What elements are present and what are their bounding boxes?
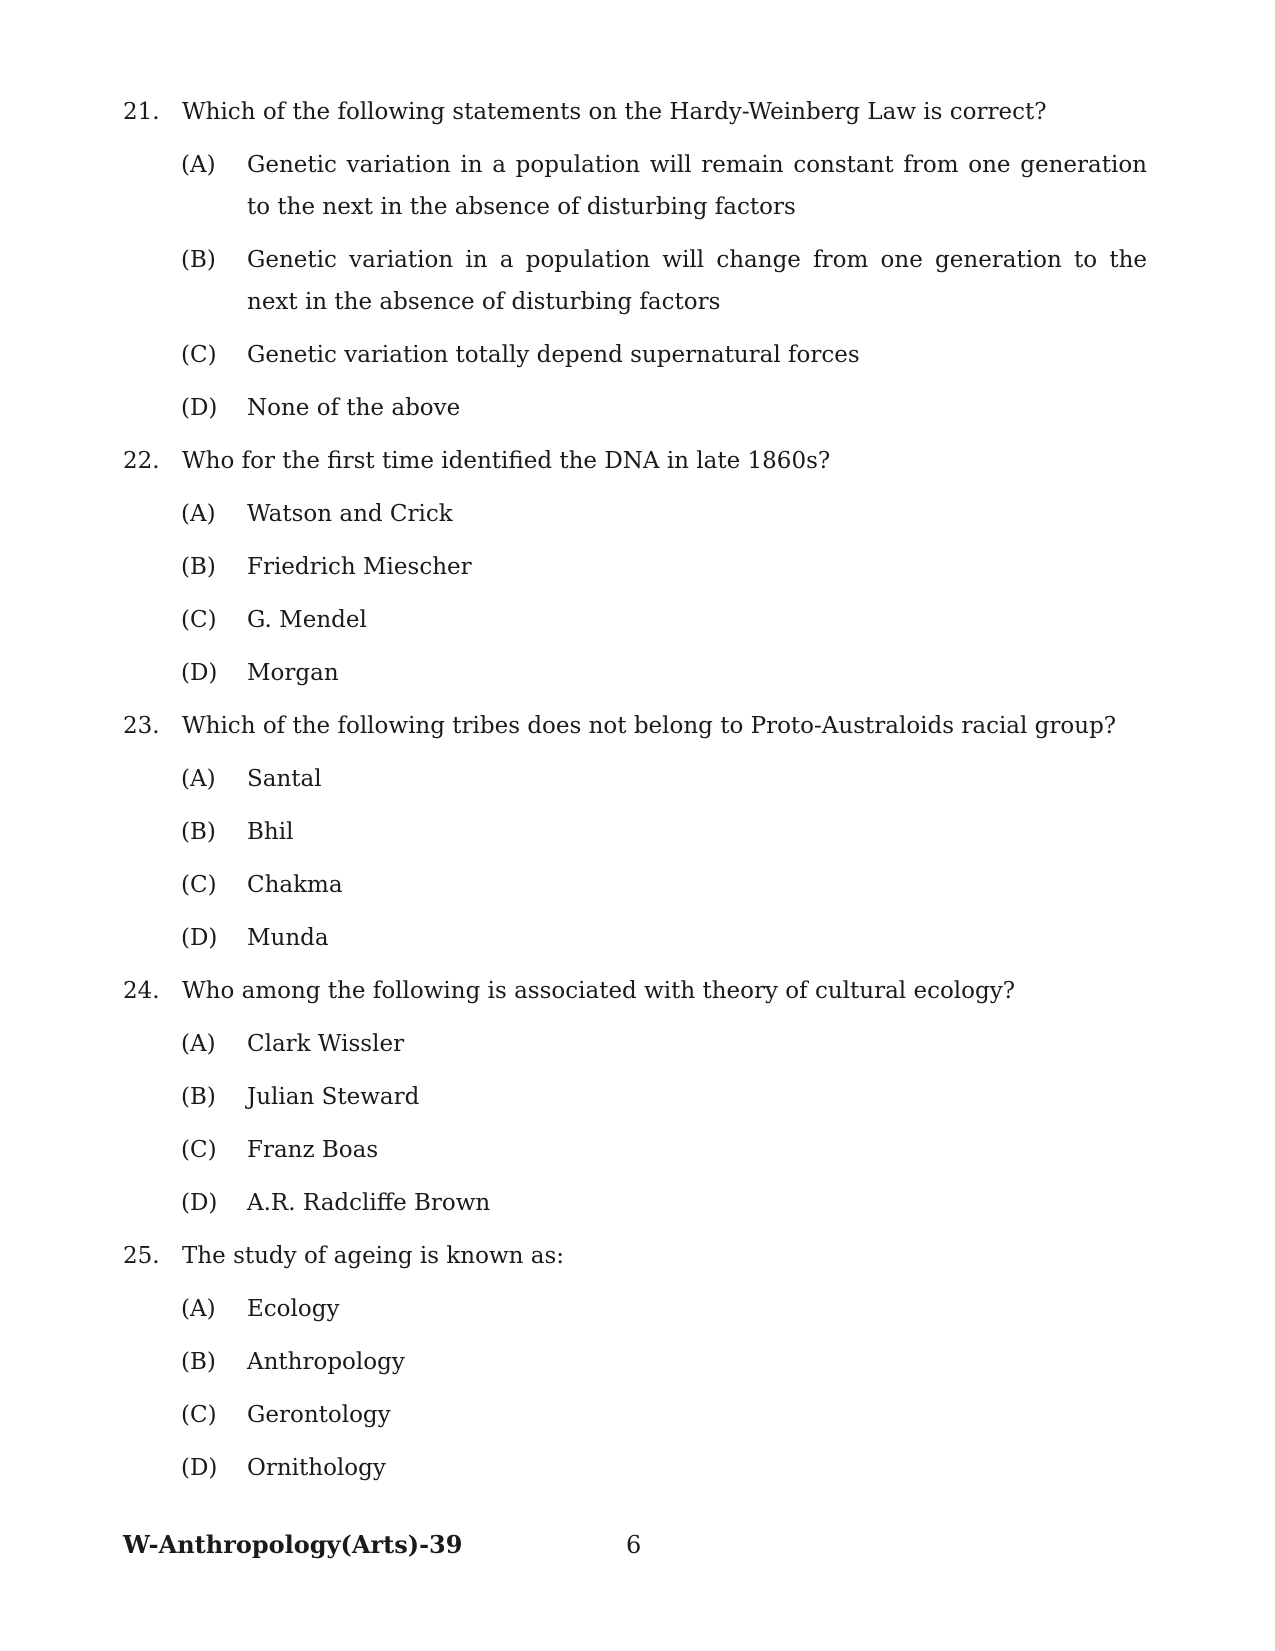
option-letter: (D): [181, 1190, 218, 1216]
option-text: Genetic variation totally depend supernatural forces: [247, 342, 860, 368]
option-letter: (A): [181, 766, 216, 792]
option-letter: (B): [181, 1349, 216, 1375]
paper-code: W-Anthropology(Arts)-39: [123, 1530, 463, 1559]
option-letter: (A): [181, 1296, 216, 1322]
option-text: Watson and Crick: [247, 501, 453, 527]
option-letter: (C): [181, 342, 217, 368]
question-number: 25.: [123, 1243, 160, 1269]
option-text: Genetic variation in a population will change from one generation to the next in the absence of disturbing factors: [247, 247, 1147, 315]
option-text: Santal: [247, 766, 322, 792]
option-letter: (B): [181, 554, 216, 580]
option-text: Julian Steward: [247, 1084, 420, 1110]
question-text: Who among the following is associated with theory of cultural ecology?: [182, 978, 1016, 1004]
option-letter: (C): [181, 872, 217, 898]
option-text: Ecology: [247, 1296, 340, 1322]
option-text: Genetic variation in a population will remain constant from one generation to the next in the absence of disturbing factors: [247, 152, 1147, 220]
option-text: Anthropology: [247, 1349, 405, 1375]
option-letter: (C): [181, 607, 217, 633]
option-text: G. Mendel: [247, 607, 367, 633]
question-number: 22.: [123, 448, 160, 474]
option-text: Franz Boas: [247, 1137, 379, 1163]
option-text: None of the above: [247, 395, 461, 421]
option-letter: (C): [181, 1402, 217, 1428]
option-text: A.R. Radcliffe Brown: [247, 1190, 491, 1216]
question-number: 24.: [123, 978, 160, 1004]
page-number: 6: [626, 1531, 642, 1559]
option-letter: (D): [181, 395, 218, 421]
option-text: Bhil: [247, 819, 294, 845]
question-text: Which of the following statements on the Hardy-Weinberg Law is correct?: [182, 99, 1047, 125]
option-letter: (A): [181, 152, 216, 178]
question-text: Which of the following tribes does not belong to Proto-Australoids racial group?: [182, 713, 1117, 739]
question-text: The study of ageing is known as:: [182, 1243, 565, 1269]
option-letter: (B): [181, 1084, 216, 1110]
option-text: Morgan: [247, 660, 339, 686]
option-letter: (C): [181, 1137, 217, 1163]
option-text: Chakma: [247, 872, 343, 898]
option-letter: (B): [181, 247, 216, 273]
question-number: 23.: [123, 713, 160, 739]
option-letter: (A): [181, 1031, 216, 1057]
option-letter: (D): [181, 925, 218, 951]
option-letter: (D): [181, 660, 218, 686]
option-text: Clark Wissler: [247, 1031, 405, 1057]
option-letter: (D): [181, 1455, 218, 1481]
option-text: Munda: [247, 925, 329, 951]
question-number: 21.: [123, 99, 160, 125]
option-letter: (B): [181, 819, 216, 845]
option-text: Friedrich Miescher: [247, 554, 472, 580]
option-text: Ornithology: [247, 1455, 386, 1481]
question-text: Who for the first time identified the DNA in late 1860s?: [182, 448, 831, 474]
option-text: Gerontology: [247, 1402, 391, 1428]
option-letter: (A): [181, 501, 216, 527]
